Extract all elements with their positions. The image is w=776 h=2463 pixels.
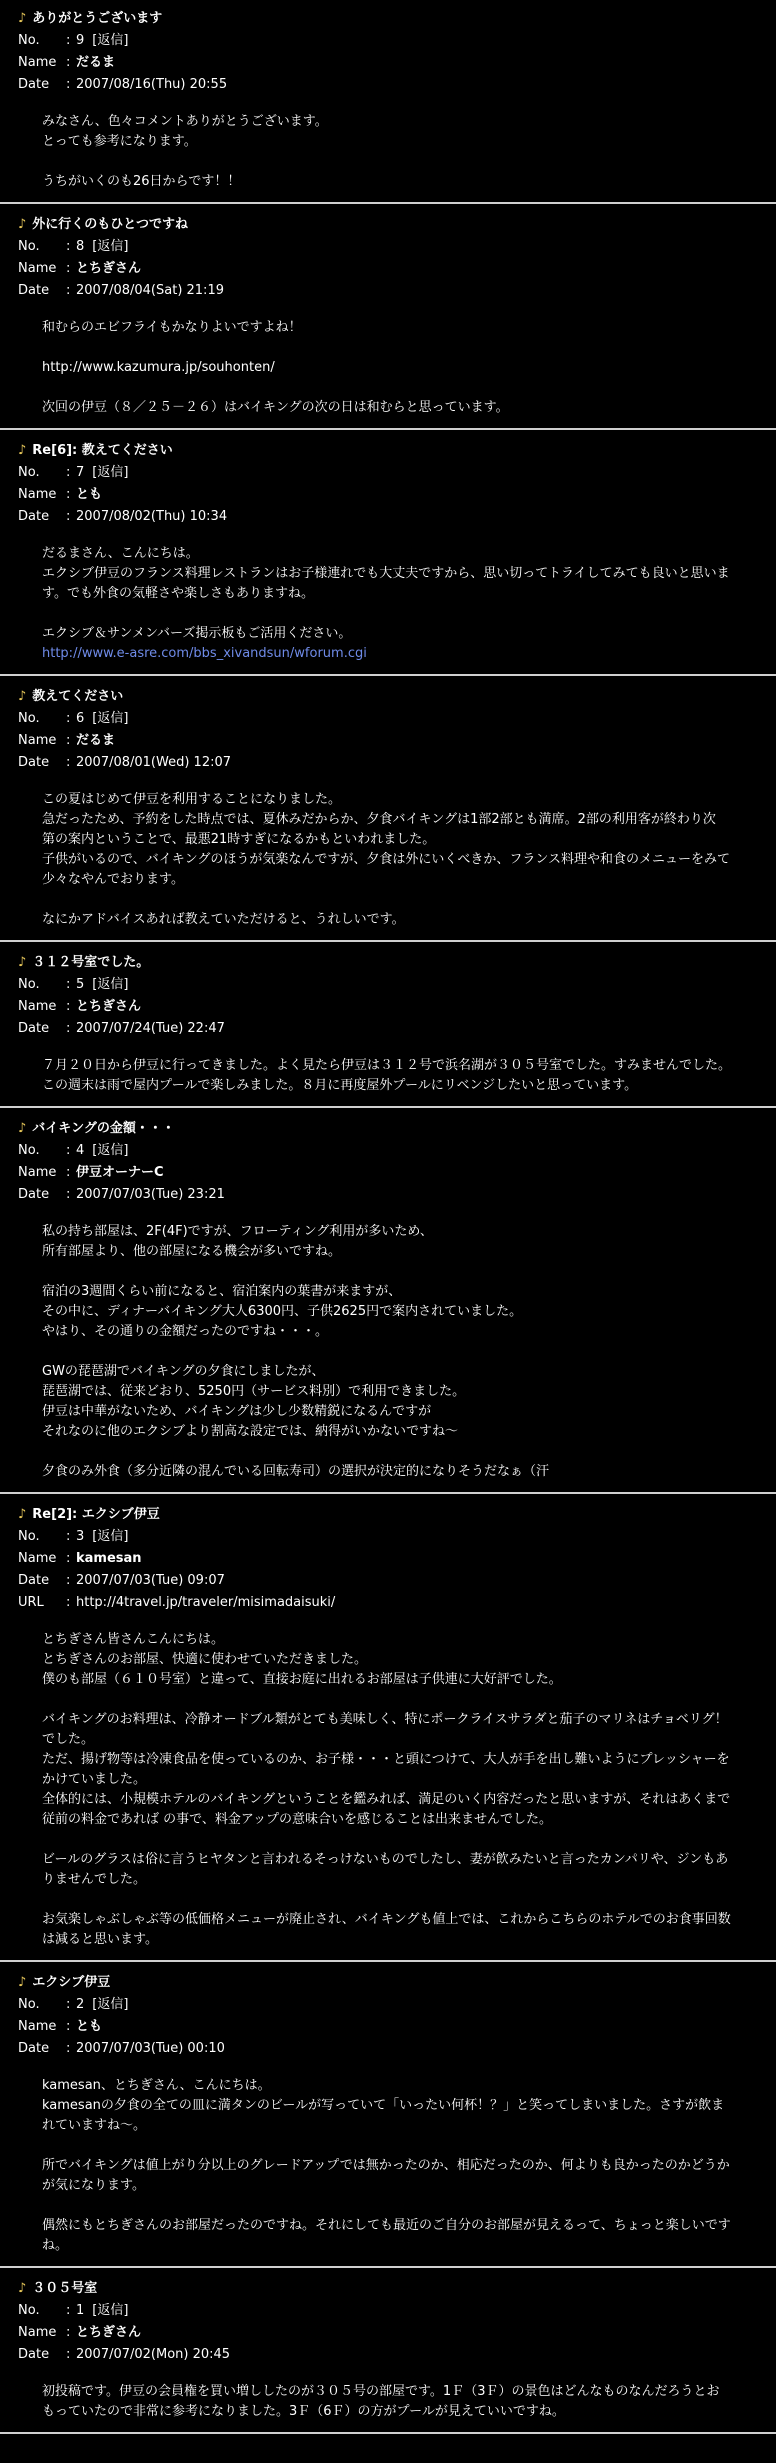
date-label: Date — [18, 2041, 50, 2056]
name-value — [76, 1163, 164, 1183]
post — [0, 0, 776, 204]
date-value — [76, 1571, 225, 1591]
no-label: No. — [18, 711, 40, 726]
body-line: ね。 — [42, 2238, 69, 2253]
date-value — [76, 507, 227, 527]
date-label: Date — [18, 509, 50, 524]
colon: : — [66, 239, 71, 254]
name-value — [76, 2017, 102, 2037]
post-meta — [0, 236, 776, 302]
colon: : — [66, 283, 71, 298]
post-title — [0, 1972, 776, 1994]
meta-row-url — [18, 1592, 776, 1614]
reply-link[interactable]: [返信] — [92, 465, 129, 480]
no-value — [76, 709, 128, 729]
meta-row-name — [18, 484, 776, 506]
date-text: 2007/08/02(Thu) 10:34 — [76, 509, 228, 524]
meta-row-date — [18, 2344, 776, 2366]
name-label: Name — [18, 1165, 57, 1180]
blank-line — [42, 604, 736, 624]
colon: : — [66, 55, 71, 70]
name-value — [76, 2323, 141, 2343]
reply-link[interactable]: [返信] — [92, 2303, 129, 2318]
no-label: No. — [18, 33, 40, 48]
colon: : — [66, 1021, 71, 1036]
body-line: 和むらのエビフライもかなりよいですよね！ — [42, 320, 302, 335]
meta-row-name — [18, 258, 776, 280]
colon: : — [66, 711, 71, 726]
reply-link[interactable]: [返信] — [92, 239, 129, 254]
body-line: 琵琶湖では、従来どおり、5250円（サービス料別）で利用できました。 — [42, 1384, 466, 1399]
post-title-text: エクシブ伊豆 — [32, 1975, 111, 1990]
meta-row-name — [18, 52, 776, 74]
colon: : — [66, 2347, 71, 2362]
body-line: GWの琵琶湖でバイキングの夕食にしましたが、 — [42, 1364, 325, 1379]
body-line: 第の案内ということで、最悪21時すぎになるかもといわれました。 — [42, 832, 436, 847]
post-meta — [0, 2300, 776, 2366]
name-label: Name — [18, 2325, 57, 2340]
no-text: 8 — [76, 239, 85, 254]
no-text: 3 — [76, 1529, 85, 1544]
post-meta — [0, 708, 776, 774]
reply-link[interactable]: [返信] — [92, 33, 129, 48]
colon: : — [66, 77, 71, 92]
reply-link[interactable]: [返信] — [92, 1997, 129, 2012]
date-text: 2007/07/24(Tue) 22:47 — [76, 1021, 225, 1036]
body-line: 所でバイキングは値上がり分以上のグレードアップでは無かったのか、相応だったのか、何よりも良かったのかどうか — [42, 2158, 730, 2173]
music-note-icon: ♪ — [18, 1507, 27, 1522]
name-label: Name — [18, 55, 57, 70]
author-name: 伊豆オーナーC — [76, 1165, 164, 1180]
post — [0, 942, 776, 1108]
body-line: やはり、その通りの金額だったのですね・・・。 — [42, 1324, 329, 1339]
date-value — [76, 2039, 225, 2059]
post — [0, 1494, 776, 1962]
no-value — [76, 975, 128, 995]
body-line: kamesan、とちぎさん、こんにちは。 — [42, 2078, 271, 2093]
post — [0, 1108, 776, 1494]
music-note-icon: ♪ — [18, 443, 27, 458]
post — [0, 204, 776, 430]
post-body — [42, 2382, 736, 2422]
body-line: それなのに他のエクシブより割高な設定では、納得がいかないですね〜 — [42, 1424, 459, 1439]
colon: : — [66, 487, 71, 502]
reply-link[interactable]: [返信] — [92, 977, 129, 992]
music-note-icon: ♪ — [18, 1975, 27, 1990]
colon: : — [66, 2325, 71, 2340]
colon: : — [66, 2303, 71, 2318]
reply-link[interactable]: [返信] — [92, 1529, 129, 1544]
colon: : — [66, 1187, 71, 1202]
date-value — [76, 1019, 225, 1039]
body-line: kamesanの夕食の全ての皿に満タンのビールが写っていて「いったい何杯！？」と笑ってしまいました。さすが飲ま — [42, 2098, 725, 2113]
post-title — [0, 214, 776, 236]
no-value — [76, 1527, 128, 1547]
post — [0, 430, 776, 676]
no-label: No. — [18, 2303, 40, 2318]
music-note-icon: ♪ — [18, 689, 27, 704]
no-label: No. — [18, 239, 40, 254]
date-text: 2007/08/04(Sat) 21:19 — [76, 283, 224, 298]
meta-row-date — [18, 74, 776, 96]
post — [0, 676, 776, 942]
blank-line — [42, 1830, 736, 1850]
meta-row-name — [18, 1548, 776, 1570]
url-text: http://4travel.jp/traveler/misimadaisuki/ — [76, 1595, 336, 1610]
post-title-text: ありがとうございます — [32, 11, 163, 26]
colon: : — [66, 977, 71, 992]
body-line: だるまさん、こんにちは。 — [42, 546, 199, 561]
no-label: No. — [18, 1143, 40, 1158]
colon: : — [66, 261, 71, 276]
post-title — [0, 1118, 776, 1140]
author-name: とも — [76, 2019, 103, 2034]
meta-row-name — [18, 1162, 776, 1184]
post-meta — [0, 1526, 776, 1614]
post-body — [42, 544, 736, 664]
url-value — [76, 1593, 335, 1613]
meta-row-date — [18, 2038, 776, 2060]
post-body — [42, 2076, 736, 2256]
author-name: とちぎさん — [76, 999, 142, 1014]
date-label: Date — [18, 1021, 50, 1036]
colon: : — [66, 33, 71, 48]
no-label: No. — [18, 977, 40, 992]
post-title-text: Re[6]: 教えてください — [32, 443, 173, 458]
colon: : — [66, 733, 71, 748]
date-label: Date — [18, 1187, 50, 1202]
post-title-text: ３１２号室でした。 — [32, 955, 150, 970]
author-name: とも — [76, 487, 103, 502]
post-meta — [0, 974, 776, 1040]
post-meta — [0, 1140, 776, 1206]
body-line: この週末は雨で屋内プールで楽しみました。８月に再度屋外プールにリベンジしたいと思っています。 — [42, 1078, 638, 1093]
body-line: 急だったため、予約をした時点では、夏休みだからか、夕食バイキングは1部2部とも満席。2部の利用客が終わり次 — [42, 812, 716, 827]
colon: : — [66, 465, 71, 480]
reply-link[interactable]: [返信] — [92, 1143, 129, 1158]
body-line: その中に、ディナーバイキング大人6300円、子供2625円で案内されていました。 — [42, 1304, 523, 1319]
colon: : — [66, 1143, 71, 1158]
url-label: URL — [18, 1595, 44, 1610]
author-name: とちぎさん — [76, 261, 142, 276]
colon: : — [66, 999, 71, 1014]
colon: : — [66, 1997, 71, 2012]
post-title-text: 教えてください — [32, 689, 124, 704]
body-line: 偶然にもとちぎさんのお部屋だったのですね。それにしても最近のご自分のお部屋が見えるって、ちょっと楽しいです — [42, 2218, 731, 2233]
body-line: 夕食のみ外食（多分近隣の混んでいる回転寿司）の選択が決定的になりそうだなぁ（汗 — [42, 1464, 550, 1479]
body-line: なにかアドバイスあれば教えていただけると、うれしいです。 — [42, 912, 405, 927]
no-text: 1 — [76, 2303, 85, 2318]
name-value — [76, 53, 115, 73]
name-label: Name — [18, 1551, 57, 1566]
no-text: 5 — [76, 977, 85, 992]
body-line: 従前の料金であれば の事で、料金アップの意味合いを感じることは出来ませんでした。 — [42, 1812, 552, 1827]
body-line: が気になります。 — [42, 2178, 145, 2193]
body-line: エクシブ伊豆のフランス料理レストランはお子様連れでも大丈夫ですから、思い切ってトライしてみても良いと思いま — [42, 566, 730, 581]
blank-line — [42, 1342, 736, 1362]
body-line: は減ると思います。 — [42, 1932, 158, 1947]
body-line: かけていました。 — [42, 1772, 147, 1787]
body-line: ７月２０日から伊豆に行ってきました。よく見たら伊豆は３１２号で浜名湖が３０５号室でした。すみませんでした。 — [42, 1058, 732, 1073]
colon: : — [66, 1595, 71, 1610]
post-body — [42, 790, 736, 930]
meta-row-no — [18, 2300, 776, 2322]
name-label: Name — [18, 733, 57, 748]
no-label: No. — [18, 465, 40, 480]
date-text: 2007/07/03(Tue) 23:21 — [76, 1187, 225, 1202]
date-label: Date — [18, 2347, 50, 2362]
body-line: とちぎさんのお部屋、快適に使わせていただきました。 — [42, 1652, 368, 1667]
blank-line — [42, 1690, 736, 1710]
name-label: Name — [18, 487, 57, 502]
meta-row-name — [18, 996, 776, 1018]
no-value — [76, 1141, 128, 1161]
reply-link[interactable]: [返信] — [92, 711, 129, 726]
body-line: 少々なやんでおります。 — [42, 872, 184, 887]
body-line: 子供がいるので、バイキングのほうが気楽なんですが、夕食は外にいくべきか、フランス料理や和食のメニューをみて — [42, 852, 730, 867]
name-value — [76, 1549, 142, 1569]
body-line: みなさん、色々コメントありがとうございます。 — [42, 114, 328, 129]
no-text: 2 — [76, 1997, 85, 2012]
body-line: バイキングのお料理は、冷静オードブル類がとても美味しく、特にポークライスサラダと茄子のマリネはチョベリグ！ — [42, 1712, 728, 1727]
author-name: とちぎさん — [76, 2325, 142, 2340]
meta-row-date — [18, 506, 776, 528]
post-body — [42, 1630, 736, 1950]
body-line: ビールのグラスは俗に言うヒヤタンと言われるそっけないものでしたし、妻が飲みたいと言ったカンパリや、ジンもあ — [42, 1852, 729, 1867]
no-label: No. — [18, 1529, 40, 1544]
meta-row-date — [18, 752, 776, 774]
body-line: http://www.kazumura.jp/souhonten/ — [42, 360, 275, 375]
no-value — [76, 463, 128, 483]
blank-line — [42, 378, 736, 398]
post-meta — [0, 462, 776, 528]
no-text: 7 — [76, 465, 85, 480]
post-body — [42, 318, 736, 418]
no-value — [76, 1995, 128, 2015]
post — [0, 2268, 776, 2434]
date-value — [76, 753, 231, 773]
date-text: 2007/07/02(Mon) 20:45 — [76, 2347, 231, 2362]
blank-line — [42, 1262, 736, 1282]
post-body — [42, 112, 736, 192]
body-line: 所有部屋より、他の部屋になる機会が多いですね。 — [42, 1244, 342, 1259]
name-label: Name — [18, 2019, 57, 2034]
meta-row-name — [18, 2016, 776, 2038]
post — [0, 1962, 776, 2268]
post-title-text: 外に行くのもひとつですね — [32, 217, 189, 232]
body-line: エクシブ＆サンメンバーズ掲示板もご活用ください。 — [42, 626, 352, 641]
post-meta — [0, 30, 776, 96]
blank-line — [42, 1890, 736, 1910]
colon: : — [66, 1551, 71, 1566]
body-line: 私の持ち部屋は、2F(4F)ですが、フローティング利用が多いため、 — [42, 1224, 433, 1239]
colon: : — [66, 755, 71, 770]
blank-line — [42, 2196, 736, 2216]
name-value — [76, 259, 141, 279]
name-label: Name — [18, 999, 57, 1014]
date-text: 2007/08/01(Wed) 12:07 — [76, 755, 232, 770]
meta-row-date — [18, 280, 776, 302]
body-line: 全体的には、小規模ホテルのバイキングということを鑑みれば、満足のいく内容だったと思いますが、それはあくまで — [42, 1792, 731, 1807]
body-line: れていますね〜。 — [42, 2118, 147, 2133]
meta-row-no — [18, 1140, 776, 1162]
post-body — [42, 1222, 736, 1482]
post-title — [0, 2278, 776, 2300]
no-text: 4 — [76, 1143, 85, 1158]
post-title-text: バイキングの金額・・・ — [32, 1121, 175, 1136]
name-value — [76, 997, 141, 1017]
meta-row-no — [18, 30, 776, 52]
meta-row-no — [18, 236, 776, 258]
meta-row-date — [18, 1184, 776, 1206]
colon: : — [66, 1165, 71, 1180]
body-line: とっても参考になります。 — [42, 134, 197, 149]
date-text: 2007/07/03(Tue) 00:10 — [76, 2041, 225, 2056]
meta-row-no — [18, 462, 776, 484]
colon: : — [66, 2041, 71, 2056]
author-name: だるま — [76, 55, 116, 70]
body-line: ただ、揚げ物等は冷凍食品を使っているのか、お子様・・・と頭につけて、大人が手を出し難いようにプレッシャーを — [42, 1752, 730, 1767]
post-title-text: ３０５号室 — [32, 2281, 98, 2296]
body-line: うちがいくのも26日からです！！ — [42, 174, 241, 189]
no-text: 9 — [76, 33, 85, 48]
body-line: とちぎさん皆さんこんにちは。 — [42, 1632, 225, 1647]
name-value — [76, 485, 102, 505]
body-line: 次回の伊豆（８／２５－２６）はバイキングの次の日は和むらと思っています。 — [42, 400, 509, 415]
date-label: Date — [18, 283, 50, 298]
body-line: もっていたので非常に参考になりました。3Ｆ（6Ｆ）の方がプールが見えていいですね。 — [42, 2404, 565, 2419]
blank-line — [42, 2136, 736, 2156]
date-label: Date — [18, 755, 50, 770]
colon: : — [66, 509, 71, 524]
post-title — [0, 952, 776, 974]
blank-line — [42, 1442, 736, 1462]
body-line: 初投稿です。伊豆の会員権を買い増ししたのが３０５号の部屋です。1Ｆ（3Ｆ）の景色はどんなものなんだろうとお — [42, 2384, 720, 2399]
name-label: Name — [18, 261, 57, 276]
date-text: 2007/07/03(Tue) 09:07 — [76, 1573, 225, 1588]
blank-line — [42, 152, 736, 172]
music-note-icon: ♪ — [18, 11, 27, 26]
date-label: Date — [18, 77, 50, 92]
music-note-icon: ♪ — [18, 217, 27, 232]
post-link[interactable]: http://www.e-asre.com/bbs_xivandsun/wforum.cgi — [42, 646, 367, 661]
no-text: 6 — [76, 711, 85, 726]
author-name: だるま — [76, 733, 116, 748]
body-line: す。でも外食の気軽さや楽しさもありますね。 — [42, 586, 314, 601]
no-value — [76, 2301, 128, 2321]
colon: : — [66, 1573, 71, 1588]
date-value — [76, 281, 224, 301]
meta-row-date — [18, 1018, 776, 1040]
post-title — [0, 8, 776, 30]
meta-row-name — [18, 730, 776, 752]
no-value — [76, 31, 128, 51]
meta-row-no — [18, 1994, 776, 2016]
meta-row-no — [18, 974, 776, 996]
body-line: でした。 — [42, 1732, 95, 1747]
name-value — [76, 731, 115, 751]
author-name: kamesan — [76, 1551, 142, 1566]
music-note-icon: ♪ — [18, 2281, 27, 2296]
post-title-text: Re[2]: エクシブ伊豆 — [32, 1507, 160, 1522]
body-line: お気楽しゃぶしゃぶ等の低価格メニューが廃止され、バイキングも値上では、これからこちらのホテルでのお食事回数 — [42, 1912, 731, 1927]
body-line: りませんでした。 — [42, 1872, 147, 1887]
no-value — [76, 237, 128, 257]
no-label: No. — [18, 1997, 40, 2012]
body-line: 宿泊の3週間くらい前になると、宿泊案内の葉書が来ますが、 — [42, 1284, 402, 1299]
colon: : — [66, 1529, 71, 1544]
post-title — [0, 686, 776, 708]
blank-line — [42, 338, 736, 358]
body-line: 僕のも部屋（６１０号室）と違って、直接お庭に出れるお部屋は子供連に大好評でした。 — [42, 1672, 562, 1687]
music-note-icon: ♪ — [18, 1121, 27, 1136]
meta-row-name — [18, 2322, 776, 2344]
date-label: Date — [18, 1573, 50, 1588]
date-value — [76, 75, 227, 95]
colon: : — [66, 2019, 71, 2034]
body-line: 伊豆は中華がないため、バイキングは少し少数精鋭になるんですが — [42, 1404, 432, 1419]
post-title — [0, 1504, 776, 1526]
post-body — [42, 1056, 736, 1096]
post-title — [0, 440, 776, 462]
meta-row-no — [18, 708, 776, 730]
post-meta — [0, 1994, 776, 2060]
meta-row-date — [18, 1570, 776, 1592]
date-value — [76, 2345, 230, 2365]
date-value — [76, 1185, 225, 1205]
blank-line — [42, 890, 736, 910]
meta-row-no — [18, 1526, 776, 1548]
date-text: 2007/08/16(Thu) 20:55 — [76, 77, 228, 92]
music-note-icon: ♪ — [18, 955, 27, 970]
body-line: この夏はじめて伊豆を利用することになりました。 — [42, 792, 342, 807]
